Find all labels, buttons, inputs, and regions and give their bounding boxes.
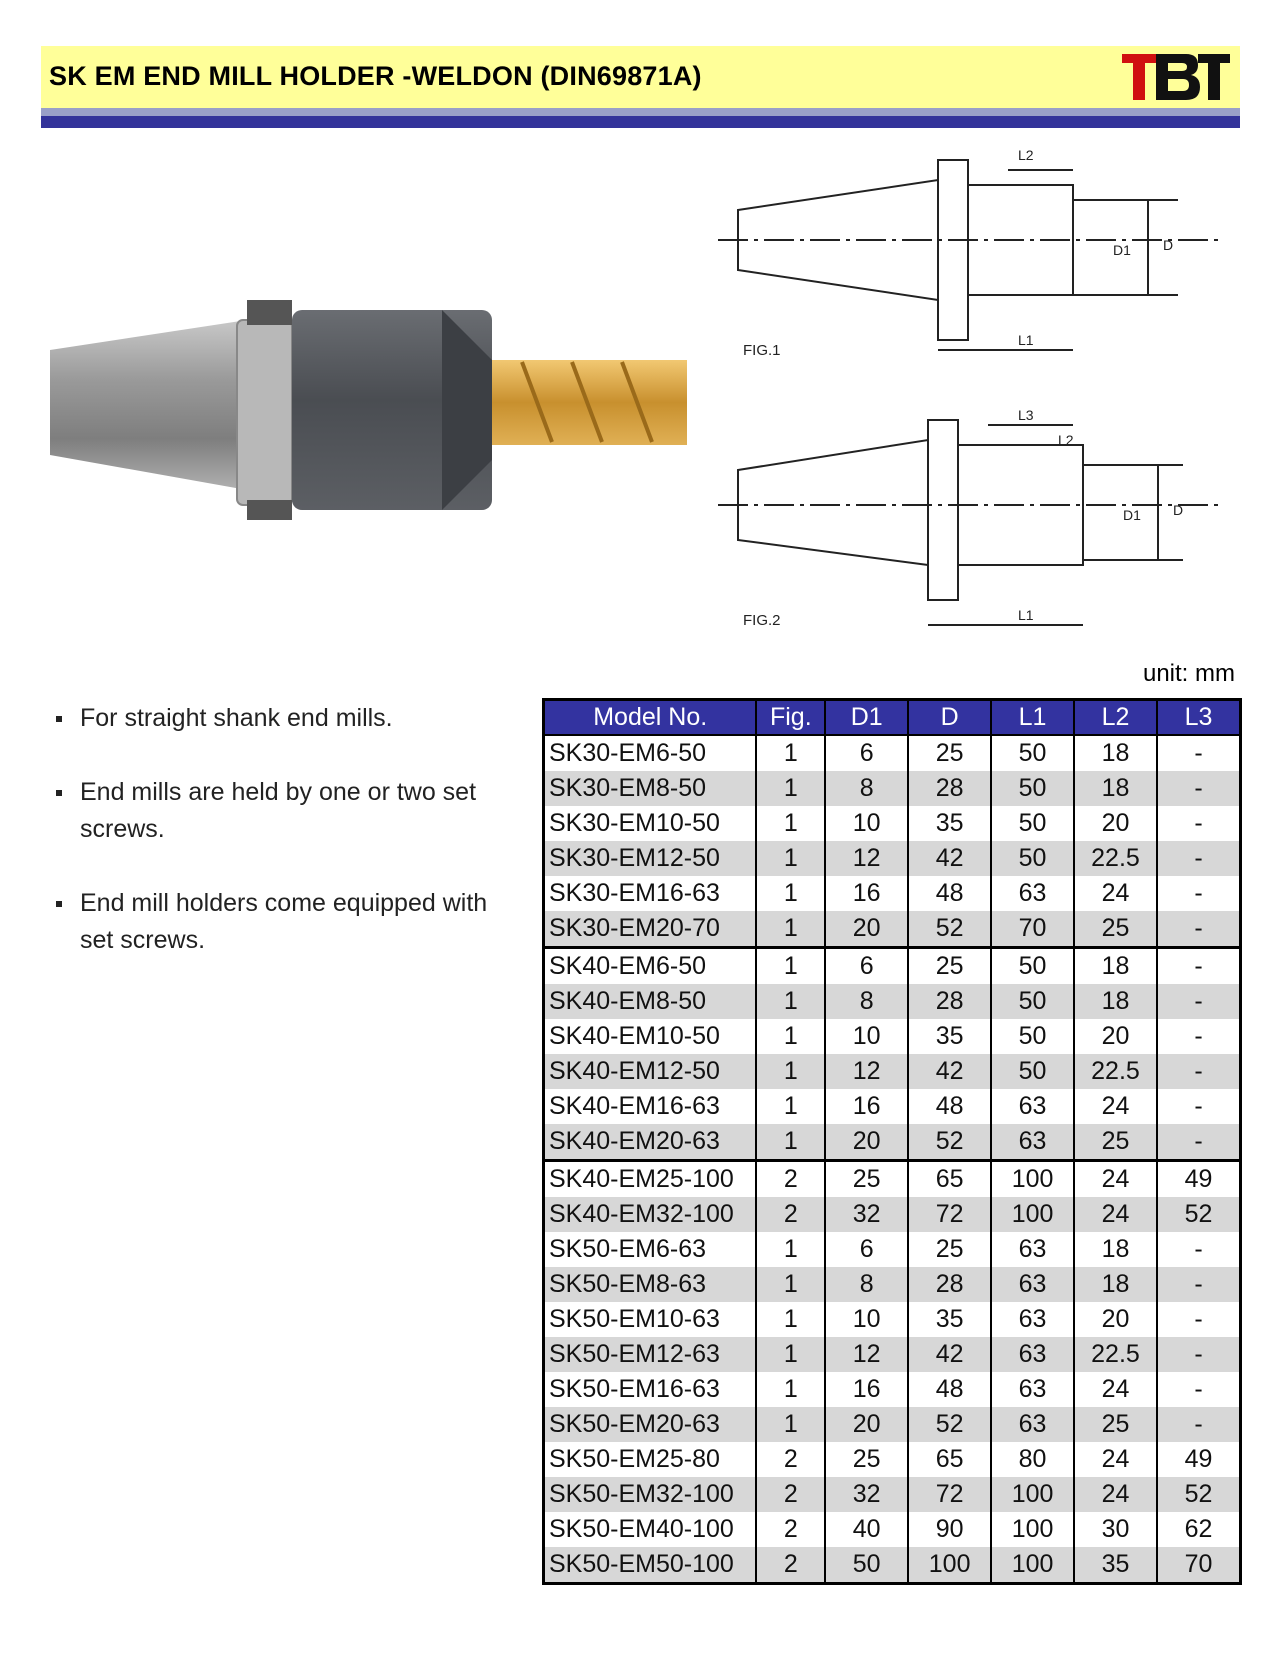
svg-text:L2: L2 xyxy=(1058,432,1074,448)
holder-photo-illustration xyxy=(42,290,722,550)
table-cell: 16 xyxy=(825,1089,908,1124)
col-l3: L3 xyxy=(1157,700,1241,736)
table-cell: 48 xyxy=(908,1089,991,1124)
table-cell: 25 xyxy=(1074,1124,1157,1161)
table-row xyxy=(544,1337,1241,1372)
table-cell: - xyxy=(1157,948,1241,985)
col-l1: L1 xyxy=(991,700,1074,736)
svg-text:D1: D1 xyxy=(1113,242,1131,258)
table-cell: SK40-EM32-100 xyxy=(544,1197,757,1232)
svg-text:D: D xyxy=(1163,237,1174,253)
table-cell: 28 xyxy=(908,771,991,806)
table-cell: 24 xyxy=(1074,876,1157,911)
table-cell: 12 xyxy=(825,1054,908,1089)
table-cell: 52 xyxy=(908,911,991,948)
col-d1: D1 xyxy=(825,700,908,736)
svg-text:D1: D1 xyxy=(1123,507,1141,523)
table-cell: 48 xyxy=(908,876,991,911)
table-cell: 18 xyxy=(1074,948,1157,985)
spec-table xyxy=(542,698,1242,1585)
unit-label: unit: mm xyxy=(1142,660,1235,687)
table-cell: 1 xyxy=(756,1124,825,1161)
table-cell: SK50-EM8-63 xyxy=(544,1267,757,1302)
table-cell: 28 xyxy=(908,1267,991,1302)
table-cell: SK40-EM10-50 xyxy=(544,1019,757,1054)
fig1-drawing xyxy=(718,140,1238,390)
table-cell: - xyxy=(1157,771,1241,806)
fig2-label: FIG.2 xyxy=(743,612,781,629)
table-cell: 35 xyxy=(908,1302,991,1337)
feature-item: End mills are held by one or two set screws. xyxy=(50,774,520,848)
table-cell: 35 xyxy=(908,1019,991,1054)
table-row xyxy=(544,1161,1241,1198)
table-cell: 2 xyxy=(756,1477,825,1512)
table-row xyxy=(544,1124,1241,1161)
table-cell: 8 xyxy=(825,771,908,806)
header-bar-light xyxy=(41,108,1240,116)
table-cell: 100 xyxy=(991,1477,1074,1512)
table-cell: 1 xyxy=(756,806,825,841)
table-row xyxy=(544,1197,1241,1232)
table-cell: - xyxy=(1157,735,1241,771)
table-row xyxy=(544,1407,1241,1442)
table-cell: 72 xyxy=(908,1197,991,1232)
page-title: SK EM END MILL HOLDER -WELDON (DIN69871A) xyxy=(49,61,702,91)
table-cell: 22.5 xyxy=(1074,841,1157,876)
table-cell: 16 xyxy=(825,876,908,911)
table-cell: 50 xyxy=(991,1019,1074,1054)
table-row xyxy=(544,1054,1241,1089)
table-cell: - xyxy=(1157,1124,1241,1161)
table-cell: 65 xyxy=(908,1161,991,1198)
table-cell: 1 xyxy=(756,1089,825,1124)
table-cell: 16 xyxy=(825,1372,908,1407)
table-cell: 25 xyxy=(1074,1407,1157,1442)
table-cell: 52 xyxy=(1157,1477,1241,1512)
table-cell: 2 xyxy=(756,1547,825,1584)
table-cell: SK30-EM8-50 xyxy=(544,771,757,806)
table-cell: 1 xyxy=(756,876,825,911)
table-cell: 2 xyxy=(756,1161,825,1198)
table-row xyxy=(544,806,1241,841)
table-cell: 52 xyxy=(1157,1197,1241,1232)
tbt-logo xyxy=(1120,50,1232,104)
table-cell: SK40-EM6-50 xyxy=(544,948,757,985)
table-cell: SK30-EM20-70 xyxy=(544,911,757,948)
table-cell: 49 xyxy=(1157,1442,1241,1477)
table-cell: 2 xyxy=(756,1197,825,1232)
header-bar-dark xyxy=(41,116,1240,128)
table-cell: 50 xyxy=(991,735,1074,771)
table-cell: 1 xyxy=(756,1337,825,1372)
table-cell: 1 xyxy=(756,1019,825,1054)
table-cell: - xyxy=(1157,1407,1241,1442)
table-cell: 100 xyxy=(908,1547,991,1584)
table-cell: 12 xyxy=(825,1337,908,1372)
table-row xyxy=(544,1442,1241,1477)
table-cell: SK50-EM25-80 xyxy=(544,1442,757,1477)
table-cell: 50 xyxy=(825,1547,908,1584)
table-cell: 63 xyxy=(991,1372,1074,1407)
table-cell: 25 xyxy=(908,948,991,985)
table-cell: 42 xyxy=(908,841,991,876)
col-fig: Fig. xyxy=(756,700,825,736)
table-cell: 72 xyxy=(908,1477,991,1512)
svg-text:L3: L3 xyxy=(1018,407,1034,423)
table-cell: 20 xyxy=(1074,1302,1157,1337)
table-cell: 63 xyxy=(991,1089,1074,1124)
table-cell: 25 xyxy=(908,735,991,771)
table-cell: 100 xyxy=(991,1512,1074,1547)
table-cell: SK50-EM40-100 xyxy=(544,1512,757,1547)
table-row xyxy=(544,735,1241,771)
table-cell: 63 xyxy=(991,1337,1074,1372)
table-cell: SK40-EM16-63 xyxy=(544,1089,757,1124)
table-cell: 25 xyxy=(1074,911,1157,948)
table-cell: 18 xyxy=(1074,735,1157,771)
table-cell: - xyxy=(1157,876,1241,911)
table-cell: 8 xyxy=(825,1267,908,1302)
table-cell: SK40-EM8-50 xyxy=(544,984,757,1019)
table-cell: SK30-EM10-50 xyxy=(544,806,757,841)
table-cell: 1 xyxy=(756,1232,825,1267)
table-cell: 49 xyxy=(1157,1161,1241,1198)
table-row xyxy=(544,911,1241,948)
table-cell: 22.5 xyxy=(1074,1054,1157,1089)
table-cell: 20 xyxy=(825,1407,908,1442)
table-row xyxy=(544,1547,1241,1584)
table-cell: 22.5 xyxy=(1074,1337,1157,1372)
table-cell: 100 xyxy=(991,1161,1074,1198)
table-cell: 1 xyxy=(756,735,825,771)
table-cell: 52 xyxy=(908,1124,991,1161)
table-cell: SK40-EM12-50 xyxy=(544,1054,757,1089)
table-cell: - xyxy=(1157,984,1241,1019)
table-cell: 20 xyxy=(1074,806,1157,841)
table-cell: 6 xyxy=(825,1232,908,1267)
page-header xyxy=(41,46,1240,108)
svg-text:L1: L1 xyxy=(1018,332,1034,348)
table-cell: - xyxy=(1157,841,1241,876)
svg-text:L1: L1 xyxy=(1018,607,1034,623)
table-row xyxy=(544,1477,1241,1512)
table-cell: 35 xyxy=(1074,1547,1157,1584)
table-cell: 63 xyxy=(991,1232,1074,1267)
table-cell: - xyxy=(1157,1337,1241,1372)
table-cell: 28 xyxy=(908,984,991,1019)
table-cell: 42 xyxy=(908,1054,991,1089)
table-cell: 70 xyxy=(1157,1547,1241,1584)
table-cell: 20 xyxy=(825,911,908,948)
table-cell: SK50-EM12-63 xyxy=(544,1337,757,1372)
table-cell: 63 xyxy=(991,1124,1074,1161)
table-cell: - xyxy=(1157,1019,1241,1054)
table-cell: 70 xyxy=(991,911,1074,948)
table-cell: SK50-EM10-63 xyxy=(544,1302,757,1337)
table-cell: SK50-EM16-63 xyxy=(544,1372,757,1407)
table-cell: 48 xyxy=(908,1372,991,1407)
table-row xyxy=(544,1512,1241,1547)
table-cell: 18 xyxy=(1074,1232,1157,1267)
table-cell: 10 xyxy=(825,806,908,841)
table-cell: 40 xyxy=(825,1512,908,1547)
table-row xyxy=(544,771,1241,806)
table-row xyxy=(544,948,1241,985)
fig2-drawing xyxy=(718,405,1238,665)
table-cell: 25 xyxy=(825,1442,908,1477)
table-cell: 6 xyxy=(825,735,908,771)
table-cell: 2 xyxy=(756,1512,825,1547)
table-cell: 1 xyxy=(756,1054,825,1089)
table-row xyxy=(544,1302,1241,1337)
table-cell: 10 xyxy=(825,1019,908,1054)
table-cell: 8 xyxy=(825,984,908,1019)
table-row xyxy=(544,984,1241,1019)
table-header-row xyxy=(544,700,1241,736)
col-model: Model No. xyxy=(544,700,757,736)
table-cell: 50 xyxy=(991,948,1074,985)
table-cell: 63 xyxy=(991,1302,1074,1337)
table-cell: 50 xyxy=(991,841,1074,876)
table-cell: 2 xyxy=(756,1442,825,1477)
table-cell: 35 xyxy=(908,806,991,841)
table-cell: 18 xyxy=(1074,771,1157,806)
table-cell: 63 xyxy=(991,1267,1074,1302)
table-cell: 30 xyxy=(1074,1512,1157,1547)
table-cell: 10 xyxy=(825,1302,908,1337)
table-cell: 18 xyxy=(1074,984,1157,1019)
table-cell: 25 xyxy=(908,1232,991,1267)
table-cell: 24 xyxy=(1074,1197,1157,1232)
table-cell: - xyxy=(1157,1267,1241,1302)
col-l2: L2 xyxy=(1074,700,1157,736)
table-cell: 50 xyxy=(991,806,1074,841)
table-cell: 100 xyxy=(991,1547,1074,1584)
table-row xyxy=(544,1089,1241,1124)
feature-list xyxy=(50,700,520,996)
table-row xyxy=(544,876,1241,911)
table-cell: SK30-EM12-50 xyxy=(544,841,757,876)
fig1-label: FIG.1 xyxy=(743,342,781,359)
table-cell: 63 xyxy=(991,1407,1074,1442)
table-cell: 1 xyxy=(756,771,825,806)
table-cell: - xyxy=(1157,1302,1241,1337)
table-cell: 50 xyxy=(991,771,1074,806)
table-cell: 20 xyxy=(1074,1019,1157,1054)
table-cell: 24 xyxy=(1074,1477,1157,1512)
table-cell: 20 xyxy=(825,1124,908,1161)
table-row xyxy=(544,1019,1241,1054)
table-cell: 90 xyxy=(908,1512,991,1547)
table-row xyxy=(544,1267,1241,1302)
table-cell: 52 xyxy=(908,1407,991,1442)
table-cell: 1 xyxy=(756,911,825,948)
table-cell: - xyxy=(1157,806,1241,841)
table-cell: 1 xyxy=(756,1407,825,1442)
table-cell: - xyxy=(1157,1372,1241,1407)
feature-item: End mill holders come equipped with set screws. xyxy=(50,885,520,959)
table-cell: - xyxy=(1157,911,1241,948)
table-cell: 32 xyxy=(825,1197,908,1232)
table-row xyxy=(544,1372,1241,1407)
table-cell: - xyxy=(1157,1089,1241,1124)
table-cell: 1 xyxy=(756,841,825,876)
table-cell: SK50-EM6-63 xyxy=(544,1232,757,1267)
svg-text:L2: L2 xyxy=(1018,147,1034,163)
table-cell: 100 xyxy=(991,1197,1074,1232)
table-cell: SK30-EM16-63 xyxy=(544,876,757,911)
table-cell: 65 xyxy=(908,1442,991,1477)
table-cell: 6 xyxy=(825,948,908,985)
table-cell: 50 xyxy=(991,1054,1074,1089)
feature-item: For straight shank end mills. xyxy=(50,700,520,737)
table-cell: 32 xyxy=(825,1477,908,1512)
table-cell: SK50-EM50-100 xyxy=(544,1547,757,1584)
table-cell: 1 xyxy=(756,1267,825,1302)
table-cell: 50 xyxy=(991,984,1074,1019)
table-cell: - xyxy=(1157,1054,1241,1089)
table-cell: 1 xyxy=(756,948,825,985)
table-cell: 80 xyxy=(991,1442,1074,1477)
table-cell: 24 xyxy=(1074,1442,1157,1477)
table-cell: 1 xyxy=(756,1302,825,1337)
table-cell: 18 xyxy=(1074,1267,1157,1302)
table-cell: 62 xyxy=(1157,1512,1241,1547)
table-cell: SK50-EM32-100 xyxy=(544,1477,757,1512)
spec-table-body xyxy=(544,735,1241,1584)
svg-text:D: D xyxy=(1173,502,1184,518)
col-d: D xyxy=(908,700,991,736)
table-cell: SK40-EM20-63 xyxy=(544,1124,757,1161)
table-cell: 24 xyxy=(1074,1161,1157,1198)
table-cell: 25 xyxy=(825,1161,908,1198)
table-cell: 24 xyxy=(1074,1372,1157,1407)
table-cell: 1 xyxy=(756,1372,825,1407)
table-cell: - xyxy=(1157,1232,1241,1267)
table-cell: SK50-EM20-63 xyxy=(544,1407,757,1442)
table-cell: SK40-EM25-100 xyxy=(544,1161,757,1198)
table-cell: SK30-EM6-50 xyxy=(544,735,757,771)
table-cell: 63 xyxy=(991,876,1074,911)
table-row xyxy=(544,841,1241,876)
table-cell: 42 xyxy=(908,1337,991,1372)
table-cell: 12 xyxy=(825,841,908,876)
table-cell: 1 xyxy=(756,984,825,1019)
table-cell: 24 xyxy=(1074,1089,1157,1124)
table-row xyxy=(544,1232,1241,1267)
